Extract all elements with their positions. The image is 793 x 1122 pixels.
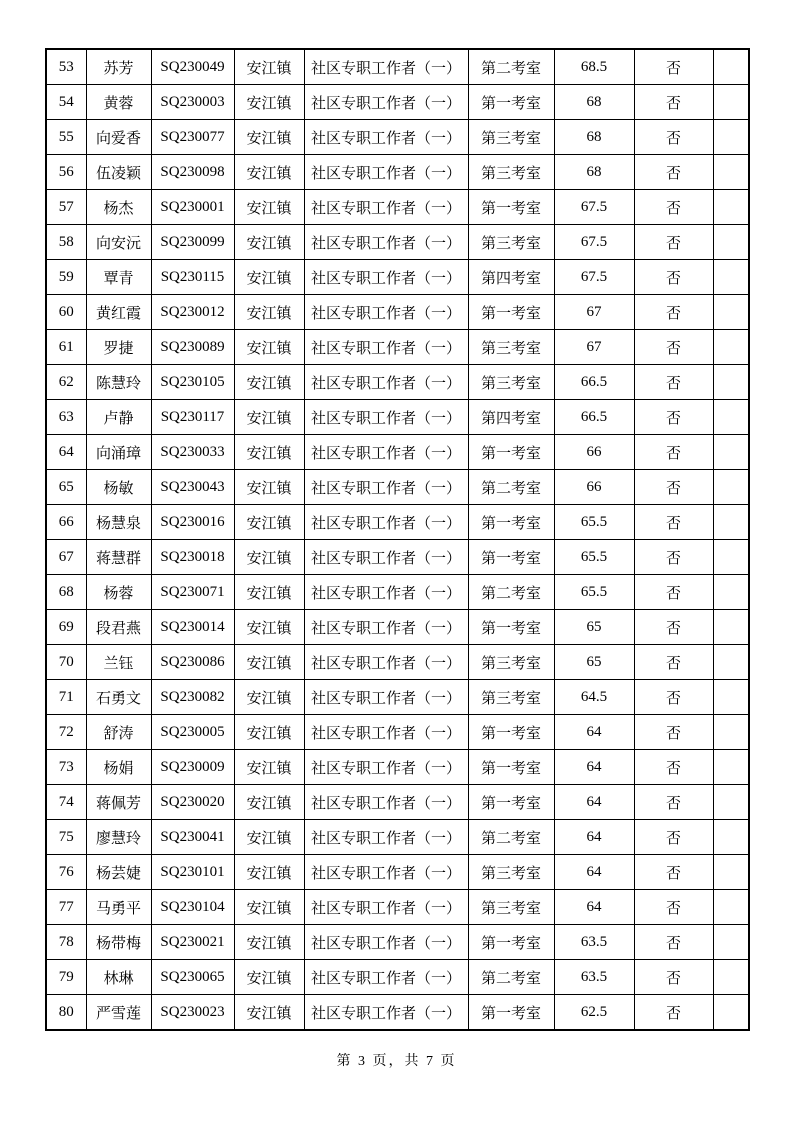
cell-position: 社区专职工作者（一） bbox=[304, 260, 468, 295]
cell-ticket-number: SQ230001 bbox=[151, 190, 234, 225]
cell-town: 安江镇 bbox=[234, 610, 304, 645]
cell-position: 社区专职工作者（一） bbox=[304, 400, 468, 435]
cell-position: 社区专职工作者（一） bbox=[304, 505, 468, 540]
cell-score: 64 bbox=[554, 750, 634, 785]
table-row bbox=[46, 295, 749, 330]
cell-town: 安江镇 bbox=[234, 575, 304, 610]
cell-position: 社区专职工作者（一） bbox=[304, 155, 468, 190]
cell-blank bbox=[713, 925, 749, 960]
table-row bbox=[46, 49, 749, 85]
cell-seq-number: 57 bbox=[46, 190, 86, 225]
cell-position: 社区专职工作者（一） bbox=[304, 610, 468, 645]
cell-seq-number: 61 bbox=[46, 330, 86, 365]
cell-score: 67 bbox=[554, 295, 634, 330]
cell-candidate-name: 蒋佩芳 bbox=[86, 785, 151, 820]
cell-town: 安江镇 bbox=[234, 155, 304, 190]
table-row bbox=[46, 365, 749, 400]
cell-position: 社区专职工作者（一） bbox=[304, 960, 468, 995]
cell-flag: 否 bbox=[634, 575, 713, 610]
cell-town: 安江镇 bbox=[234, 785, 304, 820]
cell-score: 67.5 bbox=[554, 190, 634, 225]
cell-exam-room: 第一考室 bbox=[468, 435, 554, 470]
cell-score: 63.5 bbox=[554, 960, 634, 995]
cell-seq-number: 53 bbox=[46, 49, 86, 85]
cell-town: 安江镇 bbox=[234, 400, 304, 435]
cell-exam-room: 第一考室 bbox=[468, 540, 554, 575]
cell-position: 社区专职工作者（一） bbox=[304, 190, 468, 225]
cell-score: 65 bbox=[554, 610, 634, 645]
cell-flag: 否 bbox=[634, 820, 713, 855]
cell-position: 社区专职工作者（一） bbox=[304, 120, 468, 155]
cell-score: 64.5 bbox=[554, 680, 634, 715]
cell-exam-room: 第二考室 bbox=[468, 960, 554, 995]
cell-flag: 否 bbox=[634, 855, 713, 890]
cell-seq-number: 70 bbox=[46, 645, 86, 680]
cell-exam-room: 第一考室 bbox=[468, 995, 554, 1031]
cell-flag: 否 bbox=[634, 890, 713, 925]
cell-blank bbox=[713, 540, 749, 575]
cell-candidate-name: 严雪莲 bbox=[86, 995, 151, 1031]
table-row bbox=[46, 890, 749, 925]
cell-ticket-number: SQ230098 bbox=[151, 155, 234, 190]
cell-flag: 否 bbox=[634, 225, 713, 260]
cell-candidate-name: 杨蓉 bbox=[86, 575, 151, 610]
cell-score: 65.5 bbox=[554, 505, 634, 540]
cell-seq-number: 64 bbox=[46, 435, 86, 470]
cell-blank bbox=[713, 855, 749, 890]
cell-ticket-number: SQ230071 bbox=[151, 575, 234, 610]
table-row bbox=[46, 225, 749, 260]
cell-position: 社区专职工作者（一） bbox=[304, 680, 468, 715]
cell-position: 社区专职工作者（一） bbox=[304, 470, 468, 505]
cell-score: 66.5 bbox=[554, 400, 634, 435]
cell-blank bbox=[713, 750, 749, 785]
cell-town: 安江镇 bbox=[234, 260, 304, 295]
table-row bbox=[46, 85, 749, 120]
cell-blank bbox=[713, 505, 749, 540]
cell-exam-room: 第一考室 bbox=[468, 190, 554, 225]
cell-seq-number: 65 bbox=[46, 470, 86, 505]
cell-blank bbox=[713, 85, 749, 120]
cell-ticket-number: SQ230012 bbox=[151, 295, 234, 330]
cell-position: 社区专职工作者（一） bbox=[304, 995, 468, 1031]
cell-ticket-number: SQ230104 bbox=[151, 890, 234, 925]
cell-flag: 否 bbox=[634, 785, 713, 820]
cell-flag: 否 bbox=[634, 190, 713, 225]
cell-blank bbox=[713, 960, 749, 995]
cell-exam-room: 第三考室 bbox=[468, 365, 554, 400]
cell-score: 67.5 bbox=[554, 260, 634, 295]
cell-ticket-number: SQ230089 bbox=[151, 330, 234, 365]
cell-candidate-name: 向安沅 bbox=[86, 225, 151, 260]
cell-exam-room: 第二考室 bbox=[468, 820, 554, 855]
cell-blank bbox=[713, 680, 749, 715]
cell-candidate-name: 林琳 bbox=[86, 960, 151, 995]
cell-blank bbox=[713, 225, 749, 260]
cell-score: 68.5 bbox=[554, 49, 634, 85]
table-row bbox=[46, 820, 749, 855]
cell-seq-number: 63 bbox=[46, 400, 86, 435]
cell-ticket-number: SQ230009 bbox=[151, 750, 234, 785]
cell-ticket-number: SQ230077 bbox=[151, 120, 234, 155]
cell-ticket-number: SQ230033 bbox=[151, 435, 234, 470]
table-row bbox=[46, 960, 749, 995]
cell-score: 63.5 bbox=[554, 925, 634, 960]
cell-flag: 否 bbox=[634, 680, 713, 715]
cell-score: 64 bbox=[554, 855, 634, 890]
table-row bbox=[46, 435, 749, 470]
cell-seq-number: 73 bbox=[46, 750, 86, 785]
cell-position: 社区专职工作者（一） bbox=[304, 855, 468, 890]
cell-exam-room: 第一考室 bbox=[468, 750, 554, 785]
cell-seq-number: 79 bbox=[46, 960, 86, 995]
cell-candidate-name: 苏芳 bbox=[86, 49, 151, 85]
cell-exam-room: 第一考室 bbox=[468, 295, 554, 330]
cell-blank bbox=[713, 190, 749, 225]
cell-candidate-name: 陈慧玲 bbox=[86, 365, 151, 400]
cell-candidate-name: 杨带梅 bbox=[86, 925, 151, 960]
cell-blank bbox=[713, 820, 749, 855]
cell-score: 67 bbox=[554, 330, 634, 365]
cell-score: 66 bbox=[554, 470, 634, 505]
cell-blank bbox=[713, 575, 749, 610]
cell-blank bbox=[713, 995, 749, 1031]
cell-flag: 否 bbox=[634, 925, 713, 960]
cell-exam-room: 第二考室 bbox=[468, 470, 554, 505]
cell-town: 安江镇 bbox=[234, 295, 304, 330]
cell-position: 社区专职工作者（一） bbox=[304, 225, 468, 260]
table-row bbox=[46, 155, 749, 190]
cell-ticket-number: SQ230005 bbox=[151, 715, 234, 750]
cell-candidate-name: 杨娟 bbox=[86, 750, 151, 785]
cell-flag: 否 bbox=[634, 470, 713, 505]
cell-ticket-number: SQ230043 bbox=[151, 470, 234, 505]
cell-seq-number: 56 bbox=[46, 155, 86, 190]
cell-seq-number: 74 bbox=[46, 785, 86, 820]
cell-town: 安江镇 bbox=[234, 820, 304, 855]
cell-seq-number: 77 bbox=[46, 890, 86, 925]
table-row bbox=[46, 855, 749, 890]
cell-candidate-name: 杨芸婕 bbox=[86, 855, 151, 890]
cell-position: 社区专职工作者（一） bbox=[304, 715, 468, 750]
cell-flag: 否 bbox=[634, 330, 713, 365]
cell-town: 安江镇 bbox=[234, 890, 304, 925]
cell-score: 65.5 bbox=[554, 575, 634, 610]
cell-seq-number: 55 bbox=[46, 120, 86, 155]
table-row bbox=[46, 750, 749, 785]
cell-blank bbox=[713, 890, 749, 925]
cell-ticket-number: SQ230115 bbox=[151, 260, 234, 295]
cell-score: 64 bbox=[554, 715, 634, 750]
cell-candidate-name: 向涌璋 bbox=[86, 435, 151, 470]
cell-candidate-name: 舒涛 bbox=[86, 715, 151, 750]
cell-town: 安江镇 bbox=[234, 540, 304, 575]
cell-candidate-name: 廖慧玲 bbox=[86, 820, 151, 855]
cell-position: 社区专职工作者（一） bbox=[304, 645, 468, 680]
cell-exam-room: 第一考室 bbox=[468, 610, 554, 645]
cell-town: 安江镇 bbox=[234, 120, 304, 155]
cell-ticket-number: SQ230082 bbox=[151, 680, 234, 715]
cell-exam-room: 第二考室 bbox=[468, 49, 554, 85]
table-row bbox=[46, 785, 749, 820]
cell-ticket-number: SQ230117 bbox=[151, 400, 234, 435]
cell-flag: 否 bbox=[634, 260, 713, 295]
page-number-footer: 第 3 页，共 7 页 bbox=[336, 1054, 457, 1069]
cell-blank bbox=[713, 435, 749, 470]
cell-flag: 否 bbox=[634, 365, 713, 400]
cell-candidate-name: 杨慧泉 bbox=[86, 505, 151, 540]
cell-flag: 否 bbox=[634, 49, 713, 85]
cell-flag: 否 bbox=[634, 960, 713, 995]
table-row bbox=[46, 995, 749, 1031]
cell-town: 安江镇 bbox=[234, 365, 304, 400]
cell-town: 安江镇 bbox=[234, 505, 304, 540]
cell-score: 68 bbox=[554, 155, 634, 190]
cell-exam-room: 第四考室 bbox=[468, 260, 554, 295]
cell-blank bbox=[713, 295, 749, 330]
cell-position: 社区专职工作者（一） bbox=[304, 85, 468, 120]
cell-exam-room: 第二考室 bbox=[468, 575, 554, 610]
cell-score: 67.5 bbox=[554, 225, 634, 260]
cell-blank bbox=[713, 155, 749, 190]
cell-flag: 否 bbox=[634, 715, 713, 750]
cell-exam-room: 第一考室 bbox=[468, 925, 554, 960]
cell-blank bbox=[713, 610, 749, 645]
cell-candidate-name: 蒋慧群 bbox=[86, 540, 151, 575]
cell-candidate-name: 黄红霞 bbox=[86, 295, 151, 330]
cell-blank bbox=[713, 470, 749, 505]
cell-seq-number: 75 bbox=[46, 820, 86, 855]
cell-blank bbox=[713, 715, 749, 750]
cell-flag: 否 bbox=[634, 295, 713, 330]
cell-ticket-number: SQ230003 bbox=[151, 85, 234, 120]
cell-ticket-number: SQ230105 bbox=[151, 365, 234, 400]
cell-seq-number: 58 bbox=[46, 225, 86, 260]
table-row bbox=[46, 470, 749, 505]
cell-score: 64 bbox=[554, 890, 634, 925]
cell-town: 安江镇 bbox=[234, 680, 304, 715]
cell-ticket-number: SQ230016 bbox=[151, 505, 234, 540]
cell-blank bbox=[713, 330, 749, 365]
cell-candidate-name: 卢静 bbox=[86, 400, 151, 435]
cell-position: 社区专职工作者（一） bbox=[304, 890, 468, 925]
cell-score: 65 bbox=[554, 645, 634, 680]
cell-blank bbox=[713, 400, 749, 435]
score-table bbox=[45, 48, 750, 1031]
cell-flag: 否 bbox=[634, 540, 713, 575]
cell-position: 社区专职工作者（一） bbox=[304, 330, 468, 365]
cell-ticket-number: SQ230099 bbox=[151, 225, 234, 260]
table-row bbox=[46, 610, 749, 645]
cell-town: 安江镇 bbox=[234, 925, 304, 960]
cell-score: 64 bbox=[554, 820, 634, 855]
cell-seq-number: 60 bbox=[46, 295, 86, 330]
cell-blank bbox=[713, 365, 749, 400]
cell-seq-number: 67 bbox=[46, 540, 86, 575]
cell-seq-number: 62 bbox=[46, 365, 86, 400]
cell-blank bbox=[713, 49, 749, 85]
cell-exam-room: 第一考室 bbox=[468, 505, 554, 540]
cell-blank bbox=[713, 785, 749, 820]
cell-candidate-name: 覃青 bbox=[86, 260, 151, 295]
cell-candidate-name: 石勇文 bbox=[86, 680, 151, 715]
cell-town: 安江镇 bbox=[234, 750, 304, 785]
cell-exam-room: 第一考室 bbox=[468, 85, 554, 120]
cell-seq-number: 72 bbox=[46, 715, 86, 750]
cell-flag: 否 bbox=[634, 995, 713, 1031]
table-row bbox=[46, 925, 749, 960]
cell-town: 安江镇 bbox=[234, 715, 304, 750]
cell-score: 68 bbox=[554, 85, 634, 120]
cell-ticket-number: SQ230021 bbox=[151, 925, 234, 960]
cell-flag: 否 bbox=[634, 85, 713, 120]
cell-ticket-number: SQ230018 bbox=[151, 540, 234, 575]
table-row bbox=[46, 680, 749, 715]
cell-seq-number: 54 bbox=[46, 85, 86, 120]
cell-exam-room: 第三考室 bbox=[468, 330, 554, 365]
cell-town: 安江镇 bbox=[234, 190, 304, 225]
cell-blank bbox=[713, 260, 749, 295]
cell-position: 社区专职工作者（一） bbox=[304, 785, 468, 820]
cell-town: 安江镇 bbox=[234, 470, 304, 505]
cell-seq-number: 68 bbox=[46, 575, 86, 610]
table-row bbox=[46, 575, 749, 610]
cell-flag: 否 bbox=[634, 505, 713, 540]
cell-position: 社区专职工作者（一） bbox=[304, 49, 468, 85]
table-row bbox=[46, 120, 749, 155]
cell-exam-room: 第三考室 bbox=[468, 225, 554, 260]
cell-town: 安江镇 bbox=[234, 995, 304, 1031]
cell-exam-room: 第三考室 bbox=[468, 645, 554, 680]
cell-candidate-name: 伍凌颖 bbox=[86, 155, 151, 190]
cell-position: 社区专职工作者（一） bbox=[304, 295, 468, 330]
cell-seq-number: 66 bbox=[46, 505, 86, 540]
cell-exam-room: 第四考室 bbox=[468, 400, 554, 435]
cell-town: 安江镇 bbox=[234, 960, 304, 995]
cell-candidate-name: 黄蓉 bbox=[86, 85, 151, 120]
cell-town: 安江镇 bbox=[234, 49, 304, 85]
cell-candidate-name: 杨敏 bbox=[86, 470, 151, 505]
cell-seq-number: 80 bbox=[46, 995, 86, 1031]
cell-candidate-name: 兰钰 bbox=[86, 645, 151, 680]
table-row bbox=[46, 330, 749, 365]
cell-exam-room: 第三考室 bbox=[468, 120, 554, 155]
cell-seq-number: 76 bbox=[46, 855, 86, 890]
table-row bbox=[46, 540, 749, 575]
cell-ticket-number: SQ230065 bbox=[151, 960, 234, 995]
cell-blank bbox=[713, 645, 749, 680]
cell-flag: 否 bbox=[634, 610, 713, 645]
cell-flag: 否 bbox=[634, 645, 713, 680]
cell-position: 社区专职工作者（一） bbox=[304, 540, 468, 575]
cell-town: 安江镇 bbox=[234, 85, 304, 120]
table-row bbox=[46, 260, 749, 295]
cell-score: 65.5 bbox=[554, 540, 634, 575]
cell-town: 安江镇 bbox=[234, 855, 304, 890]
table-row bbox=[46, 715, 749, 750]
cell-seq-number: 59 bbox=[46, 260, 86, 295]
cell-score: 64 bbox=[554, 785, 634, 820]
cell-flag: 否 bbox=[634, 120, 713, 155]
table-row bbox=[46, 190, 749, 225]
cell-flag: 否 bbox=[634, 155, 713, 190]
cell-candidate-name: 杨杰 bbox=[86, 190, 151, 225]
cell-ticket-number: SQ230023 bbox=[151, 995, 234, 1031]
cell-seq-number: 69 bbox=[46, 610, 86, 645]
cell-exam-room: 第三考室 bbox=[468, 680, 554, 715]
cell-seq-number: 71 bbox=[46, 680, 86, 715]
cell-exam-room: 第三考室 bbox=[468, 890, 554, 925]
cell-exam-room: 第三考室 bbox=[468, 855, 554, 890]
cell-town: 安江镇 bbox=[234, 330, 304, 365]
cell-town: 安江镇 bbox=[234, 645, 304, 680]
cell-score: 66.5 bbox=[554, 365, 634, 400]
cell-position: 社区专职工作者（一） bbox=[304, 750, 468, 785]
cell-ticket-number: SQ230020 bbox=[151, 785, 234, 820]
table-row bbox=[46, 645, 749, 680]
table-row bbox=[46, 400, 749, 435]
cell-candidate-name: 向爱香 bbox=[86, 120, 151, 155]
cell-score: 66 bbox=[554, 435, 634, 470]
cell-score: 62.5 bbox=[554, 995, 634, 1031]
cell-position: 社区专职工作者（一） bbox=[304, 925, 468, 960]
cell-ticket-number: SQ230041 bbox=[151, 820, 234, 855]
cell-position: 社区专职工作者（一） bbox=[304, 575, 468, 610]
cell-ticket-number: SQ230101 bbox=[151, 855, 234, 890]
cell-exam-room: 第一考室 bbox=[468, 715, 554, 750]
cell-flag: 否 bbox=[634, 400, 713, 435]
cell-candidate-name: 马勇平 bbox=[86, 890, 151, 925]
table-row bbox=[46, 505, 749, 540]
cell-blank bbox=[713, 120, 749, 155]
cell-town: 安江镇 bbox=[234, 435, 304, 470]
cell-ticket-number: SQ230014 bbox=[151, 610, 234, 645]
cell-position: 社区专职工作者（一） bbox=[304, 820, 468, 855]
cell-candidate-name: 罗捷 bbox=[86, 330, 151, 365]
cell-position: 社区专职工作者（一） bbox=[304, 435, 468, 470]
cell-score: 68 bbox=[554, 120, 634, 155]
cell-flag: 否 bbox=[634, 750, 713, 785]
cell-candidate-name: 段君燕 bbox=[86, 610, 151, 645]
cell-ticket-number: SQ230049 bbox=[151, 49, 234, 85]
cell-exam-room: 第一考室 bbox=[468, 785, 554, 820]
cell-position: 社区专职工作者（一） bbox=[304, 365, 468, 400]
cell-exam-room: 第三考室 bbox=[468, 155, 554, 190]
cell-ticket-number: SQ230086 bbox=[151, 645, 234, 680]
cell-seq-number: 78 bbox=[46, 925, 86, 960]
cell-town: 安江镇 bbox=[234, 225, 304, 260]
cell-flag: 否 bbox=[634, 435, 713, 470]
